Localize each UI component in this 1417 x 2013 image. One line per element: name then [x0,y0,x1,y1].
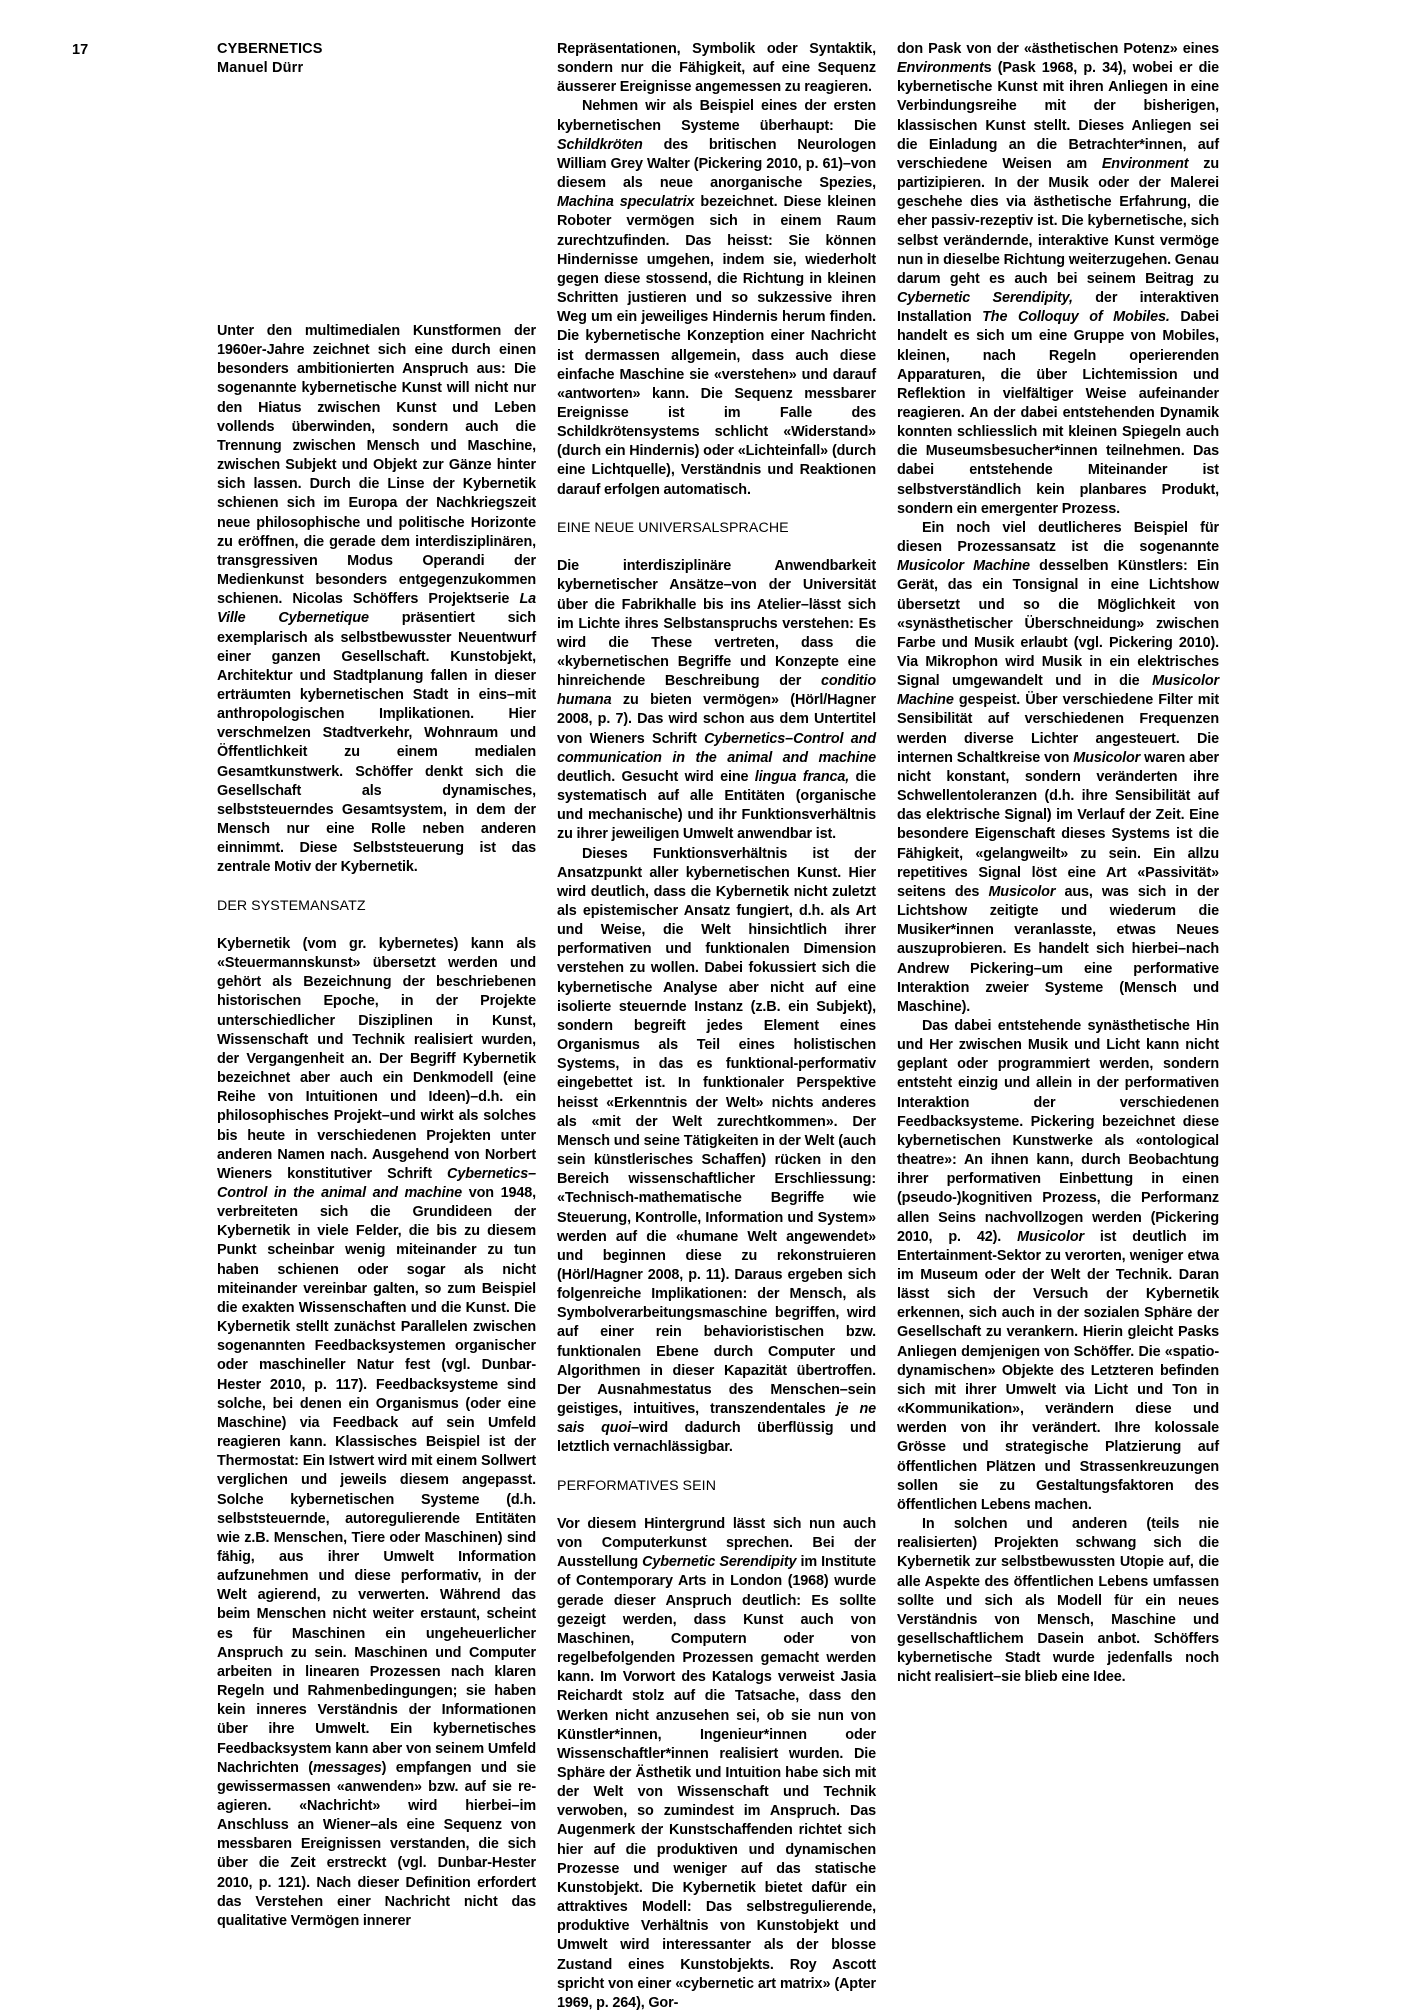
text-column-1 [217,322,536,1931]
paragraph-text: Unter den multimedialen Kunstformen der 1960er-Jahre zeichnet sich eine durch einen besonders ambitionierten Anspruch aus: Die sogenannte kybernetische Kunst will nicht nur den Hiatus zwischen Kunst und Leben vollends überwinden, sondern auch die Trennung zwischen Mensch und Maschine, zwischen Subjekt und Objekt zur Gänze hinter sich lassen. Durch die Linse der Kybernetik schienen sich im Europa der Nachkriegszeit neue philosophische und politische Horizonte zu eröffnen, die gerade dem interdisziplinären, transgressiven Modus Operandi der Medienkunst besonders entgegenzukommen schienen. Nicolas Schöffers Projektserie [217,323,536,608]
paragraph-text: waren aber nicht konstant, sondern veränderten ihre Schwellentoleranzen (d.h. ihre Sensibilität auf das elektrische Signal) im Verlauf der Zeit. Eine besondere Eigenschaft dieses Systems ist die Fähigkeit, «gelangweilt» zu sein. Ein allzu repetitives Signal löst eine Art «Passivität» seitens des [897,749,1219,900]
italic-title: Musicolor [1017,1228,1084,1245]
paragraph-text: don Pask von der «ästhetischen Potenz» eines [897,41,1219,57]
paragraph-text: zu bieten vermögen» (Hörl/Hagner 2008, p. 7). Das wird schon aus dem Untertitel von Wieners Schrift [557,692,876,747]
running-head-title: CYBERNETICS [217,41,323,57]
section-heading-eine-neue-universalsprache: EINE NEUE UNIVERSALSPRACHE [557,519,789,536]
paragraph [557,40,876,97]
paragraph [897,519,1219,1017]
paragraph-text: –wird dadurch überflüssig und letztlich vernachlässigbar. [557,1420,876,1456]
paragraph [897,40,1219,519]
text-column-2 [557,40,876,2013]
paragraph-text: bezeichnet. Diese kleinen Roboter vermögen sich in einem Raum zurechtzufinden. Das heisst: Sie können Hindernisse umgehen, indem sie, wiederholt gegen diese stossend, die Richtung in kleinen Schritten justieren und so sukzessive ihren Weg um ein jeweiliges Hindernis herum finden. Die kybernetische Konzeption einer Nachricht ist dermassen allgemein, dass auch diese einfache Maschine sie «verstehen» und darauf «antworten» kann. Die Sequenz messbarer Ereignisse ist im Falle des Schildkrötensystems schlicht «Widerstand» (durch ein Hindernis) oder «Lichteinfall» (durch eine Lichtquelle), Verständnis und Reaktionen darauf erfolgen automatisch. [557,194,876,498]
paragraph [557,845,876,1458]
paragraph-text: zu partizipieren. In der Musik oder der Malerei geschehe dies via ästhetische Erfahrung, die eher passiv-rezeptiv ist. Die kybernetische, sich selbst verändernde, interaktive Kunst vermöge nun in dieselbe Richtung weiterzugehen. Genau darum geht es auch bei seinem Beitrag zu [897,155,1219,287]
italic-term: conditio humana [557,673,876,709]
paragraph-text: des britischen Neurologen William Grey Walter (Pickering 2010, p. 61)–von diesem als neue anorganische Spezies, [557,136,876,192]
italic-title: Musicolor [988,883,1056,900]
italic-term: Schildkröten [557,136,643,153]
paragraph-text: desselben Künstlers: Ein Gerät, das ein Tonsignal in eine Lichtshow übersetzt und so die Möglichkeit von «synästhetischer Überschneidung» zwischen Farbe und Musik erlaubt (vgl. Pickering 2010). Via Mikrophon wird Musik in ein elektrisches Signal umgewandelt und in die [897,558,1219,690]
paragraph-text: Ein noch viel deutlicheres Beispiel für diesen Prozessansatz ist die sogenannte [897,519,1219,556]
paragraph [557,1515,876,2013]
page-number: 17 [72,42,89,58]
paragraph-text: der interaktiven Installation [897,290,1219,326]
paragraph-text: gespeist. Über verschiedene Filter mit Sensibilität auf verschiedenen Frequenzen werden diverse Lichter angesteuert. Die internen Schaltkreise von [897,692,1219,766]
paragraph [557,97,876,499]
paragraph-text: Das dabei entstehende synästhetische Hin und Her zwischen Musik und Licht kann nicht geplant oder programmiert werden, sondern entsteht einzig und allein in der performativen Interaktion der verschiedenen Feedbacksysteme. Pickering bezeichnet diese kybernetischen Kunstwerke als «ontological theatre»: An ihnen kann, durch Beobachtung ihrer performativen Einbettung in einen (pseudo-)kognitiven Prozess, die Performanz allen Seins nachvollzogen werden (Pickering 2010, p. 42). [897,1017,1219,1245]
italic-title: The Colloquy of Mobiles. [982,309,1170,326]
paragraph-text: Nehmen wir als Beispiel eines der ersten kybernetischen Systeme überhaupt: Die [557,98,876,134]
paragraph-text: s (Pask 1968, p. 34), wobei er die kybernetische Kunst mit ihren Anliegen in eine Verbindungsreihe mit der bisherigen, klassischen Kunst stellt. Dieses Anliegen sei die Einladung an die Betrachter*innen, auf verschiedene Weisen am [897,60,1219,172]
paragraph [217,935,536,1931]
italic-title: Musicolor Machine [897,558,1030,575]
italic-term: Machina speculatrix [557,194,695,211]
paragraph-text: im Institute of Contemporary Arts in London (1968) wurde gerade dieser Anspruch deutlich: Es sollte gezeigt werden, dass Kunst auch von Maschinen, Computern oder von regelbefolgenden Prozessen gemacht werden kann. Im Vorwort des Katalogs verweist Jasia Reichardt stolz auf die Tatsache, dass den Werken nicht anzusehen sei, ob sie nun von Künstler*innen, Ingenieur*innen oder Wissenschaftler*innen realisiert wurden. Die Sphäre der Ästhetik und Intuition habe sich mit der Welt von Wissenschaft und Technik verwoben, so zumindest im Anspruch. Das Augenmerk der Kunstschaffenden richtet sich hier auf die produktiven und dynamischen Prozesse und weniger auf das statische Kunstobjekt. Die Kybernetik bietet dafür ein attraktives Modell: Das selbstregulierende, produktive Verhältnis von Kunstobjekt und Umwelt wird interessanter als der blosse Zustand eines Kunstobjekts. Roy Ascott spricht von einer «cybernetic art matrix» (Apter 1969, p. 264), Gor- [557,1554,876,2011]
running-head-author: Manuel Dürr [217,59,304,76]
italic-title: Cybernetics–Control in the animal and machine [217,1165,536,1201]
paragraph-text: die systematisch auf alle Entitäten (organische und mechanische) und ihr Funktionsverhältnis zu ihrer jeweiligen Umwelt anwendbar ist. [557,768,876,843]
italic-title: Musicolor [1073,749,1141,766]
paragraph-text: Kybernetik (vom gr. kybernetes) kann als «Steuermannskunst» übersetzt werden und gehört als Bezeichnung der beschriebenen historischen Epoche, in der Projekte unterschiedlicher Disziplinen in Kunst, Wissenschaft und Technik realisiert wurden, der Vergangenheit an. Der Begriff Kybernetik bezeichnet aber auch ein Denkmodell (eine Reihe von Intuitionen und Ideen)–d.h. ein philosophisches Projekt–und wirkt als solches bis heute in verschiedenen Projekten unter anderen Namen nach. Ausgehend von Norbert Wieners konstitutiver Schrift [217,935,536,1182]
paragraph-text: Vor diesem Hintergrund lässt sich nun auch von Computerkunst sprechen. Bei der Ausstellung [557,1515,876,1571]
italic-title: Cybernetic Serendipity [642,1554,797,1571]
paragraph-text: ist deutlich im Entertainment-Sektor zu verorten, weniger etwa im Museum oder der Welt der Technik. Daran lässt sich der Versuch der Kybernetik erkennen, sich auch in der sozialen Sphäre der Gesellschaft zu verankern. Hierin gleicht Pasks Anliegen demjenigen von Schöffer. Die «spatio-dynamischen» Objekte des Letzteren befinden sich mit ihrer Umwelt via Licht und Ton in «Kommunikation», verändern diese und werden von ihr verändert. Ihre kolossale Grösse und strategische Platzierung auf öffentlichen Plätzen und Strassenkreuzungen sollen sie zu Gestaltungsfaktoren des öffentlichen Lebens machen. [897,1228,1219,1513]
italic-term: je ne sais quoi [557,1401,877,1437]
italic-term: Environment [1101,155,1189,172]
paragraph-text: deutlich. Gesucht wird eine [557,768,755,785]
italic-title: La Ville Cybernetique [217,591,536,627]
paragraph-text: aus, was sich in der Lichtshow zeitigte und wiederum die Musiker*innen veranlasste, etwas Neues auszuprobieren. Es handelt sich hierbei–nach Andrew Pickering–um eine performative Interaktion zweier Systeme (Mensch und Maschine). [897,883,1219,1015]
paragraph-text: In solchen und anderen (teils nie realisierten) Projekten schwang sich die Kybernetik zur selbstbewussten Utopie auf, die alle Aspekte des öffentlichen Lebens umfassen sollte und sich als Modell für ein neues Verständnis von Mensch, Maschine und gesellschaftlichem Dasein anbot. Schöffers kybernetische Stadt wurde jedenfalls noch nicht realisiert–sie blieb eine Idee. [897,1516,1219,1686]
paragraph [897,1515,1219,1687]
paragraph [897,1017,1219,1515]
paragraph-text: von 1948, verbreiteten sich die Grundideen der Kybernetik in viele Felder, die bis zu diesem Punkt scheinbar wenig miteinander zu tun haben schienen oder sogar als nicht miteinander vereinbar galten, so zum Beispiel die exakten Wissenschaften und die Kunst. Die Kybernetik stellt zunächst Parallelen zwischen sogenannten Feedbacksystemen organischer oder maschineller Natur fest (vgl. Dunbar-Hester 2010, p. 117). Feedbacksysteme sind solche, bei denen ein Organismus (oder eine Maschine) via Feedback auf sein Umfeld reagieren kann. Klassisches Beispiel ist der Thermostat: Ein Istwert wird mit einem Sollwert verglichen und jeweils diesem angepasst. Solche kybernetischen Systeme (d.h. selbststeuernde, autoregulierende Entitäten wie z.B. Menschen, Tiere oder Maschinen) sind fähig, aus ihrer Umwelt Information aufzunehmen und diese performativ, in der Welt agierend, zu verwerten. Während das beim Menschen nicht weiter erstaunt, scheint es für Maschinen ein ungeheuerlicher Anspruch zu sein. Maschinen und Computer arbeiten in linearen Prozessen nach klaren Regeln und Rahmenbedingungen; sie haben kein inneres Verständnis der Informationen über ihre Umwelt. Ein kybernetisches Feedbacksystem kann aber von seinem Umfeld Nachrichten ( [217,1185,537,1776]
paragraph-text: ) empfangen und sie gewissermassen «anwenden» bzw. auf sie re-agieren. «Nachricht» wird hierbei–im Anschluss an Wiener–als eine Sequenz von messbaren Ereignissen verstanden, die sich über die Zeit erstreckt (vgl. Dunbar-Hester 2010, p. 121). Nach dieser Definition erfordert das Verstehen einer Nachricht nicht das qualitative Vermögen innerer [217,1759,537,1929]
italic-title: Cybernetics–Control and communication in the animal and machine [557,730,876,766]
paragraph-text: präsentiert sich exemplarisch als selbstbewusster Neuentwurf einer ganzen Gesellschaft. Kunstobjekt, Architektur und Stadtplanung fallen in dieser erträumten kybernetischen Stadt in eins–mit anthropologischen Implikationen. Hier verschmelzen Stadtverkehr, Wohnraum und Öffentlichkeit zu einem medialen Gesamtkunstwerk. Schöffer denkt sich die Gesellschaft als dynamisches, selbststeuerndes Gesamtsystem, in dem der Mensch nur eine Rolle neben anderen einnimmt. Diese Selbststeuerung ist das zentrale Motiv der Kybernetik. [217,610,536,876]
italic-title: Cybernetic Serendipity, [897,290,1073,307]
text-column-3 [897,40,1219,1687]
running-head [217,40,537,77]
section-heading-der-systemansatz: DER SYSTEMANSATZ [217,897,366,914]
paragraph-text: Repräsentationen, Symbolik oder Syntaktik, sondern nur die Fähigkeit, auf eine Sequenz äusserer Ereignisse angemessen zu reagieren. [557,41,876,96]
paragraph-text: Dabei handelt es sich um eine Gruppe von Mobiles, kleinen, nach Regeln operierenden Apparaturen, die über Lichtemission und Reflektion in vielfältiger Weise aufeinander reagieren. An der dabei entstehenden Dynamik konnten schliesslich mit kleinen Spiegeln auch die Museumsbesucher*innen teilnehmen. Das dabei entstehende Miteinander ist selbstverständlich kein planbares Produkt, sondern ein emergenter Prozess. [897,309,1219,517]
italic-term: messages [312,1759,382,1776]
italic-term: lingua franca, [754,768,850,785]
italic-title: Musicolor Machine [897,673,1219,709]
section-heading-performatives-sein: PERFORMATIVES SEIN [557,1477,717,1494]
paragraph [217,322,536,878]
paragraph-text: Die interdisziplinäre Anwendbarkeit kybernetischer Ansätze–von der Universität über die Fabrikhalle bis ins Atelier–lässt sich im Lichte ihres Selbstanspruchs verstehen: Es wird die These vertreten, dass die «kybernetischen Begriffe und Konzepte eine hinreichende Beschreibung der [557,558,876,690]
italic-term: Environment [897,60,984,77]
paragraph-text: Dieses Funktionsverhältnis ist der Ansatzpunkt aller kybernetischen Kunst. Hier wird deutlich, dass die Kybernetik nicht zuletzt als epistemischer Ansatz fungiert, d.h. als Art und Weise, die Welt hinsichtlich ihrer performativen und funktionalen Dimension verstehen zu wollen. Dabei fokussiert sich die kybernetische Analyse aber nicht auf eine isolierte steuernde Instanz (z.B. ein Subjekt), sondern begreift jedes Element eines Organismus als Teil eines holistischen Systems, in das es funktional-performativ eingebettet ist. In funktionaler Perspektive heisst «Erkenntnis der Welt» nichts anderes als «mit der Welt zurechtkommen». Der Mensch und seine Tätigkeiten in der Welt (auch sein künstlerisches Schaffen) rücken in den Bereich wissenschaftlicher Erschliessung: «Technisch-mathematische Begriffe wie Steuerung, Kontrolle, Information und System» werden auf die «humane Welt angewendet» und beginnen diese zu rekonstruieren (Hörl/Hagner 2008, p. 11). Daraus ergeben sich folgenreiche Implikationen: der Mensch, als Symbolverarbeitungsmaschine begriffen, wird auf einer rein behavioristischen bzw. funktionalen Ebene durch Computer und Algorithmen in dieser Kapazität übertroffen. Der Ausnahmestatus des Menschen–sein geistiges, intuitives, transzendentales [557,845,876,1418]
paragraph [557,557,876,844]
